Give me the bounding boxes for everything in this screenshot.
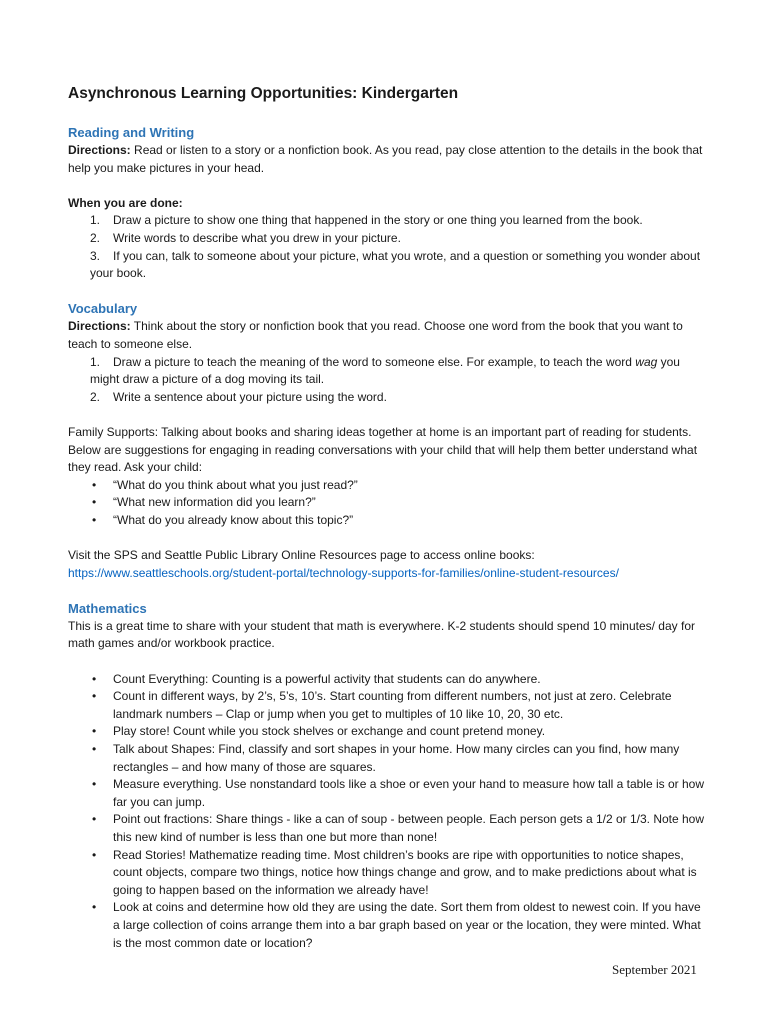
list-item bbox=[68, 723, 708, 741]
vocabulary-steps-list bbox=[68, 354, 708, 407]
example-word: wag bbox=[635, 354, 658, 369]
list-item bbox=[68, 477, 708, 495]
list-item-text: “What do you think about what you just read?” bbox=[113, 477, 358, 492]
list-item bbox=[68, 741, 708, 776]
list-item-text: Talk about Shapes: Find, classify and sort shapes in your home. How many circles can you find, how many rectangles – and how many of those are squares. bbox=[113, 742, 680, 774]
reading-writing-section bbox=[68, 124, 708, 283]
resources-section bbox=[68, 547, 708, 582]
list-item bbox=[68, 212, 708, 230]
list-item bbox=[68, 688, 708, 723]
list-item-text: Write a sentence about your picture using the word. bbox=[113, 389, 387, 404]
list-item: 3. If you can, talk to someone about your picture, what you wrote, and a question or something you wonder about your book. bbox=[90, 248, 701, 281]
list-item bbox=[68, 671, 708, 689]
list-item-text: Draw a picture to teach the meaning of the word to someone else. For example, to teach the word bbox=[113, 354, 636, 369]
list-item-text: Read Stories! Mathematize reading time. Most children’s books are ripe with opportunities to notice shapes, count objects, compare two things, notice how things change and grow, and to make predictions about what is going to happen based on the information we already have! bbox=[113, 847, 697, 897]
family-questions-list bbox=[68, 477, 708, 530]
list-item-text: Count in different ways, by 2’s, 5’s, 10’s. Start counting from different numbers, not just at zero. Celebrate landmark numbers – Clap or jump when you get to multiples of 10 like 10, 20, 30 etc. bbox=[113, 689, 672, 721]
mathematics-list bbox=[68, 671, 708, 953]
page-title: Asynchronous Learning Opportunities: Kindergarten bbox=[68, 85, 459, 102]
list-item-text: you might draw a picture of a dog moving its tail. bbox=[90, 354, 680, 387]
mathematics-heading: Mathematics bbox=[68, 600, 147, 616]
mathematics-intro: This is a great time to share with your student that math is everywhere. K-2 students should spend 10 minutes/ day for math games and/or workbook practice. bbox=[68, 618, 695, 651]
list-item-text: Count Everything: Counting is a powerful activity that students can do anywhere. bbox=[113, 671, 541, 686]
reading-directions bbox=[68, 142, 708, 177]
mathematics-section bbox=[68, 600, 708, 952]
bullet-icon: • bbox=[92, 812, 97, 827]
online-resources-link[interactable]: https://www.seattleschools.org/student-portal/technology-supports-for-families/online-student-resources/ bbox=[68, 565, 619, 580]
list-item-text: Draw a picture to show one thing that happened in the story or one thing you learned from the book. bbox=[113, 213, 643, 228]
list-item-text: Point out fractions: Share things - like a can of soup - between people. Each person gets a 1/2 or 1/3. Note how this new kind of number is less than one but more than none! bbox=[113, 812, 705, 844]
bullet-icon: • bbox=[92, 689, 97, 704]
list-item bbox=[68, 899, 708, 952]
document-page bbox=[68, 84, 708, 952]
list-item-text: Look at coins and determine how old they are using the date. Sort them from oldest to newest coin. If you have a large collection of coins arrange them into a bar graph based on year or the location, they were minted. What is the most common date or location? bbox=[113, 900, 701, 950]
reading-heading: Reading and Writing bbox=[68, 125, 195, 140]
bullet-icon: • bbox=[92, 900, 97, 915]
list-number: 1. bbox=[90, 213, 101, 228]
bullet-icon: • bbox=[92, 671, 97, 686]
list-number: 2. bbox=[90, 230, 101, 245]
list-item-text: “What do you already know about this topic?” bbox=[113, 512, 354, 527]
bullet-icon: • bbox=[92, 742, 97, 756]
vocabulary-directions-label: Directions: bbox=[68, 319, 131, 334]
bullet-icon: • bbox=[92, 477, 97, 492]
list-item: 1. Draw a picture to teach the meaning of the word to someone else. For example, to teach the word wag you might draw a picture of a dog moving its tail. bbox=[90, 354, 680, 387]
reading-steps-list bbox=[68, 212, 708, 282]
list-item bbox=[68, 494, 708, 512]
bullet-icon: • bbox=[92, 512, 97, 527]
when-done-text: When you are done: bbox=[68, 195, 183, 210]
resources-text: Visit the SPS and Seattle Public Library Online Resources page to access online books: bbox=[68, 548, 535, 563]
list-item-text: Write words to describe what you drew in your picture. bbox=[113, 230, 401, 245]
list-item-text: Play store! Count while you stock shelves or exchange and count pretend money. bbox=[113, 724, 546, 739]
family-supports-text: Family Supports: Talking about books and sharing ideas together at home is an important part of reading for students. Below are suggestions for engaging in reading conversations with your child that will help them better understand what they read. Ask your child: bbox=[68, 424, 698, 475]
page-footer-date: September 2021 bbox=[612, 962, 697, 977]
bullet-icon: • bbox=[92, 724, 97, 739]
bullet-icon: • bbox=[92, 495, 97, 510]
list-item-text: If you can, talk to someone about your picture, what you wrote, and a question or something you wonder about your book. bbox=[90, 248, 701, 281]
vocabulary-directions bbox=[68, 318, 708, 353]
reading-directions-label: Directions: bbox=[68, 143, 131, 157]
list-item bbox=[68, 776, 708, 811]
vocabulary-section bbox=[68, 300, 708, 406]
list-item bbox=[68, 512, 708, 530]
vocabulary-heading: Vocabulary bbox=[68, 301, 138, 317]
bullet-icon: • bbox=[92, 847, 97, 862]
list-item bbox=[68, 811, 708, 846]
reading-directions-text: Read or listen to a story or a nonfiction book. As you read, pay close attention to the details in the book that help you make pictures in your head. bbox=[68, 143, 703, 175]
bullet-icon: • bbox=[92, 777, 97, 792]
list-item-text: “What new information did you learn?” bbox=[113, 495, 316, 510]
list-item-text: Measure everything. Use nonstandard tools like a shoe or even your hand to measure how tall a table is or how far you can jump. bbox=[113, 777, 704, 809]
when-done-label bbox=[68, 195, 708, 213]
list-item bbox=[68, 847, 708, 900]
list-item bbox=[68, 230, 708, 248]
vocabulary-directions-text: Think about the story or nonfiction book that you read. Choose one word from the book that you want to teach to someone else. bbox=[68, 319, 683, 351]
list-number: 2. bbox=[90, 389, 101, 404]
family-supports-section bbox=[68, 424, 708, 530]
list-item bbox=[68, 389, 708, 407]
